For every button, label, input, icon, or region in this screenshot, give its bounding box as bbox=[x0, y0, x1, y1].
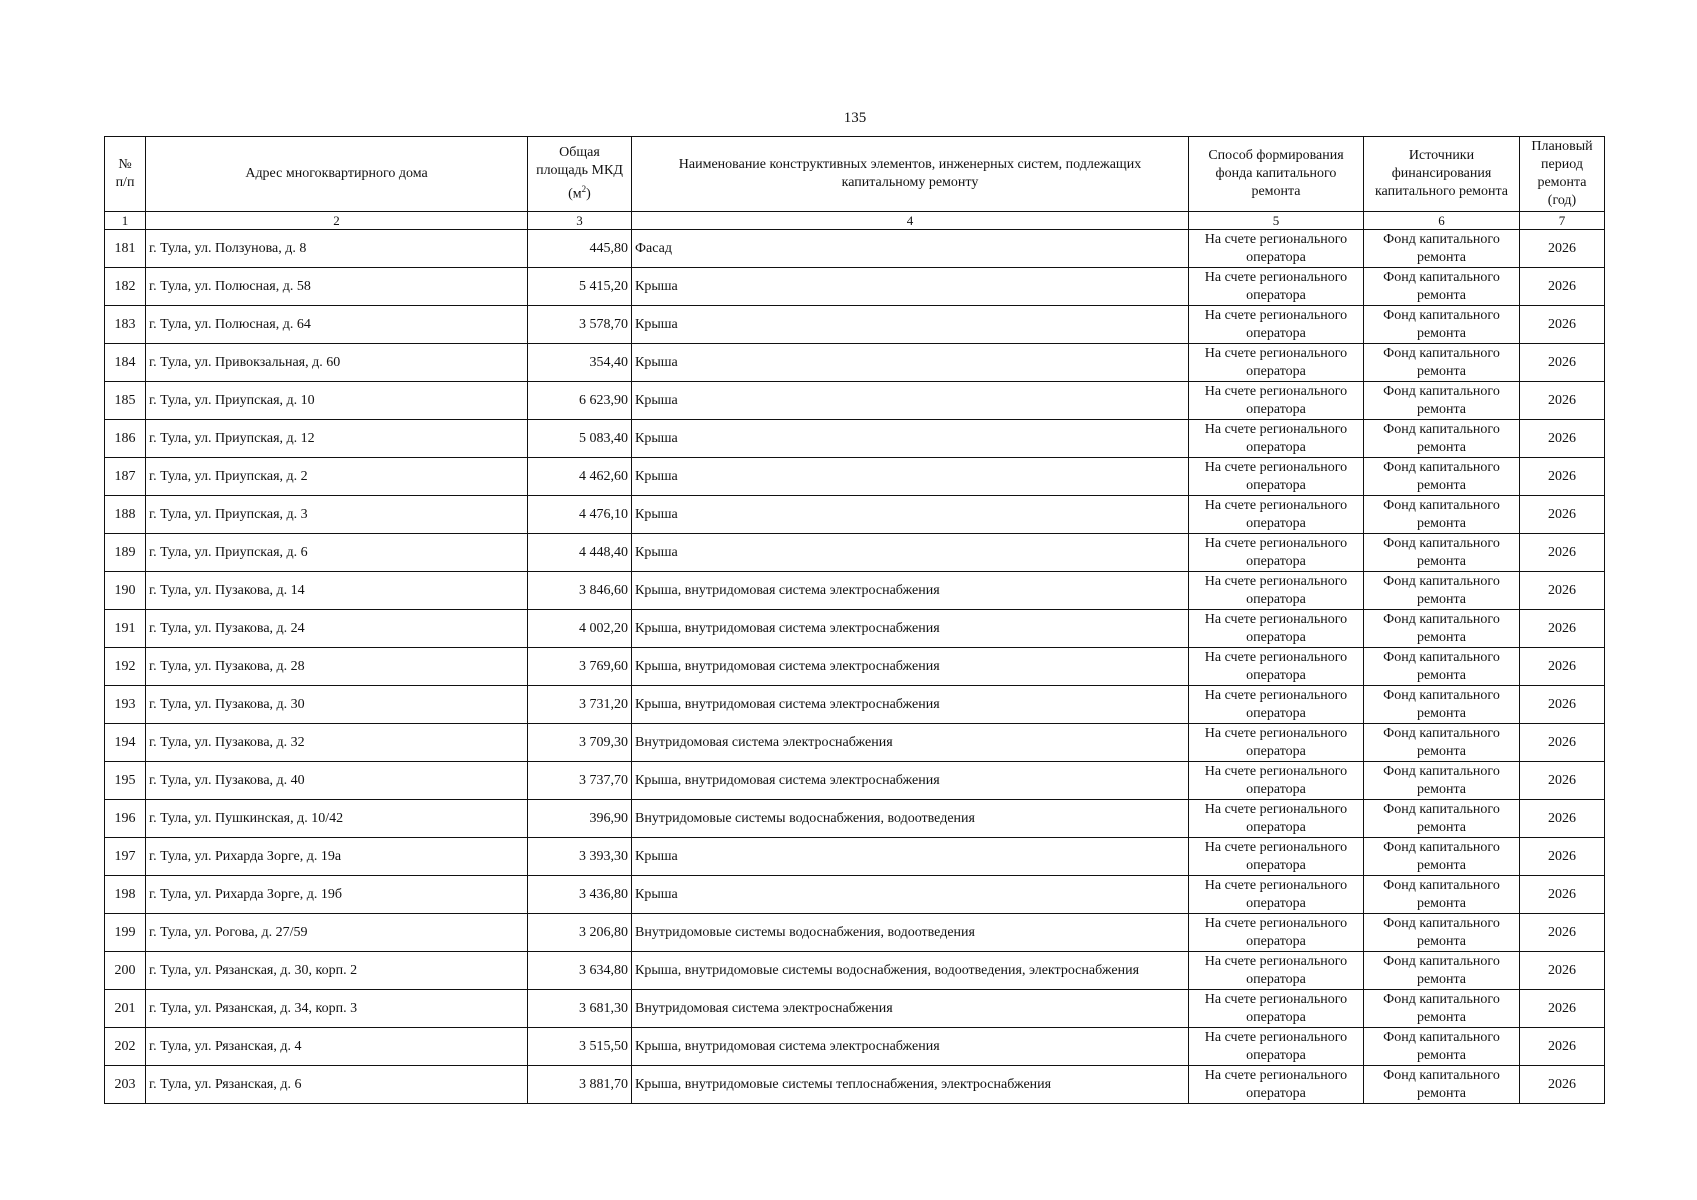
row-source: Фонд капитального ремонта bbox=[1364, 382, 1520, 420]
row-elements: Крыша bbox=[632, 344, 1189, 382]
row-address: г. Тула, ул. Рязанская, д. 6 bbox=[146, 1066, 528, 1104]
row-address: г. Тула, ул. Рязанская, д. 34, корп. 3 bbox=[146, 990, 528, 1028]
row-address: г. Тула, ул. Пузакова, д. 30 bbox=[146, 686, 528, 724]
row-source: Фонд капитального ремонта bbox=[1364, 230, 1520, 268]
row-source: Фонд капитального ремонта bbox=[1364, 420, 1520, 458]
row-address: г. Тула, ул. Пузакова, д. 28 bbox=[146, 648, 528, 686]
row-year: 2026 bbox=[1520, 648, 1605, 686]
row-area: 3 881,70 bbox=[528, 1066, 632, 1104]
row-area: 3 436,80 bbox=[528, 876, 632, 914]
row-area: 3 634,80 bbox=[528, 952, 632, 990]
row-method: На счете регионального оператора bbox=[1189, 762, 1364, 800]
row-year: 2026 bbox=[1520, 762, 1605, 800]
row-year: 2026 bbox=[1520, 1028, 1605, 1066]
row-number: 190 bbox=[105, 572, 146, 610]
row-method: На счете регионального оператора bbox=[1189, 534, 1364, 572]
row-elements: Крыша bbox=[632, 876, 1189, 914]
row-source: Фонд капитального ремонта bbox=[1364, 1028, 1520, 1066]
column-number: 5 bbox=[1189, 212, 1364, 230]
row-address: г. Тула, ул. Приупская, д. 12 bbox=[146, 420, 528, 458]
row-elements: Крыша bbox=[632, 306, 1189, 344]
column-number: 4 bbox=[632, 212, 1189, 230]
row-address: г. Тула, ул. Рихарда Зорге, д. 19а bbox=[146, 838, 528, 876]
row-year: 2026 bbox=[1520, 458, 1605, 496]
row-address: г. Тула, ул. Рихарда Зорге, д. 19б bbox=[146, 876, 528, 914]
row-year: 2026 bbox=[1520, 952, 1605, 990]
header-method: Способ формирования фонда капитального ремонта bbox=[1189, 137, 1364, 212]
row-year: 2026 bbox=[1520, 686, 1605, 724]
row-address: г. Тула, ул. Привокзальная, д. 60 bbox=[146, 344, 528, 382]
header-address: Адрес многоквартирного дома bbox=[146, 137, 528, 212]
row-source: Фонд капитального ремонта bbox=[1364, 344, 1520, 382]
row-elements: Крыша bbox=[632, 534, 1189, 572]
row-address: г. Тула, ул. Приупская, д. 3 bbox=[146, 496, 528, 534]
row-source: Фонд капитального ремонта bbox=[1364, 1066, 1520, 1104]
row-elements: Крыша, внутридомовые системы теплоснабжения, электроснабжения bbox=[632, 1066, 1189, 1104]
row-area: 3 769,60 bbox=[528, 648, 632, 686]
header-row bbox=[105, 137, 1605, 212]
row-elements: Крыша bbox=[632, 382, 1189, 420]
row-elements: Крыша, внутридомовые системы водоснабжения, водоотведения, электроснабжения bbox=[632, 952, 1189, 990]
table-row bbox=[105, 1066, 1605, 1104]
row-area: 4 462,60 bbox=[528, 458, 632, 496]
table-row bbox=[105, 876, 1605, 914]
table-row bbox=[105, 572, 1605, 610]
row-method: На счете регионального оператора bbox=[1189, 230, 1364, 268]
table-row bbox=[105, 762, 1605, 800]
row-number: 187 bbox=[105, 458, 146, 496]
column-number: 7 bbox=[1520, 212, 1605, 230]
row-source: Фонд капитального ремонта bbox=[1364, 838, 1520, 876]
row-address: г. Тула, ул. Ползунова, д. 8 bbox=[146, 230, 528, 268]
row-source: Фонд капитального ремонта bbox=[1364, 800, 1520, 838]
row-address: г. Тула, ул. Пузакова, д. 24 bbox=[146, 610, 528, 648]
row-method: На счете регионального оператора bbox=[1189, 344, 1364, 382]
row-year: 2026 bbox=[1520, 990, 1605, 1028]
row-number: 186 bbox=[105, 420, 146, 458]
row-elements: Крыша bbox=[632, 458, 1189, 496]
column-number: 3 bbox=[528, 212, 632, 230]
row-elements: Внутридомовые системы водоснабжения, водоотведения bbox=[632, 914, 1189, 952]
row-area: 396,90 bbox=[528, 800, 632, 838]
column-number: 2 bbox=[146, 212, 528, 230]
row-area: 4 448,40 bbox=[528, 534, 632, 572]
row-area: 3 681,30 bbox=[528, 990, 632, 1028]
row-elements: Внутридомовая система электроснабжения bbox=[632, 724, 1189, 762]
header-source: Источники финансирования капитального ремонта bbox=[1364, 137, 1520, 212]
row-source: Фонд капитального ремонта bbox=[1364, 990, 1520, 1028]
row-method: На счете регионального оператора bbox=[1189, 648, 1364, 686]
row-number: 198 bbox=[105, 876, 146, 914]
row-method: На счете регионального оператора bbox=[1189, 1066, 1364, 1104]
row-year: 2026 bbox=[1520, 914, 1605, 952]
row-method: На счете регионального оператора bbox=[1189, 876, 1364, 914]
table-row bbox=[105, 800, 1605, 838]
table-row bbox=[105, 420, 1605, 458]
row-method: На счете регионального оператора bbox=[1189, 572, 1364, 610]
row-source: Фонд капитального ремонта bbox=[1364, 762, 1520, 800]
row-number: 194 bbox=[105, 724, 146, 762]
row-number: 197 bbox=[105, 838, 146, 876]
row-source: Фонд капитального ремонта bbox=[1364, 496, 1520, 534]
table-row bbox=[105, 230, 1605, 268]
row-method: На счете регионального оператора bbox=[1189, 268, 1364, 306]
row-method: На счете регионального оператора bbox=[1189, 382, 1364, 420]
table-row bbox=[105, 610, 1605, 648]
row-year: 2026 bbox=[1520, 344, 1605, 382]
table-row bbox=[105, 648, 1605, 686]
page-number: 135 bbox=[843, 110, 867, 126]
table-row bbox=[105, 952, 1605, 990]
row-year: 2026 bbox=[1520, 534, 1605, 572]
row-number: 181 bbox=[105, 230, 146, 268]
table-row bbox=[105, 724, 1605, 762]
column-number: 6 bbox=[1364, 212, 1520, 230]
row-source: Фонд капитального ремонта bbox=[1364, 306, 1520, 344]
row-source: Фонд капитального ремонта bbox=[1364, 952, 1520, 990]
row-elements: Крыша bbox=[632, 420, 1189, 458]
row-number: 188 bbox=[105, 496, 146, 534]
row-source: Фонд капитального ремонта bbox=[1364, 610, 1520, 648]
row-year: 2026 bbox=[1520, 306, 1605, 344]
row-method: На счете регионального оператора bbox=[1189, 838, 1364, 876]
row-number: 201 bbox=[105, 990, 146, 1028]
row-year: 2026 bbox=[1520, 610, 1605, 648]
row-number: 184 bbox=[105, 344, 146, 382]
row-method: На счете регионального оператора bbox=[1189, 990, 1364, 1028]
row-year: 2026 bbox=[1520, 800, 1605, 838]
row-method: На счете регионального оператора bbox=[1189, 306, 1364, 344]
row-elements: Крыша bbox=[632, 496, 1189, 534]
row-area: 4 002,20 bbox=[528, 610, 632, 648]
row-method: На счете регионального оператора bbox=[1189, 724, 1364, 762]
row-source: Фонд капитального ремонта bbox=[1364, 534, 1520, 572]
row-area: 5 415,20 bbox=[528, 268, 632, 306]
row-year: 2026 bbox=[1520, 838, 1605, 876]
row-source: Фонд капитального ремонта bbox=[1364, 686, 1520, 724]
row-area: 3 737,70 bbox=[528, 762, 632, 800]
row-area: 3 515,50 bbox=[528, 1028, 632, 1066]
column-number: 1 bbox=[105, 212, 146, 230]
row-area: 445,80 bbox=[528, 230, 632, 268]
row-method: На счете регионального оператора bbox=[1189, 686, 1364, 724]
row-area: 6 623,90 bbox=[528, 382, 632, 420]
table-row bbox=[105, 1028, 1605, 1066]
row-method: На счете регионального оператора bbox=[1189, 800, 1364, 838]
table-row bbox=[105, 990, 1605, 1028]
row-number: 195 bbox=[105, 762, 146, 800]
column-number-row bbox=[105, 212, 1605, 230]
table-row bbox=[105, 914, 1605, 952]
header-period: Плановый период ремонта (год) bbox=[1520, 137, 1605, 212]
row-address: г. Тула, ул. Пушкинская, д. 10/42 bbox=[146, 800, 528, 838]
row-method: На счете регионального оператора bbox=[1189, 610, 1364, 648]
row-year: 2026 bbox=[1520, 724, 1605, 762]
row-year: 2026 bbox=[1520, 230, 1605, 268]
row-elements: Крыша, внутридомовая система электроснабжения bbox=[632, 610, 1189, 648]
row-area: 3 393,30 bbox=[528, 838, 632, 876]
row-number: 199 bbox=[105, 914, 146, 952]
row-method: На счете регионального оператора bbox=[1189, 458, 1364, 496]
row-elements: Крыша, внутридомовая система электроснабжения bbox=[632, 648, 1189, 686]
row-elements: Крыша bbox=[632, 838, 1189, 876]
row-elements: Внутридомовая система электроснабжения bbox=[632, 990, 1189, 1028]
row-source: Фонд капитального ремонта bbox=[1364, 876, 1520, 914]
row-address: г. Тула, ул. Рогова, д. 27/59 bbox=[146, 914, 528, 952]
row-year: 2026 bbox=[1520, 420, 1605, 458]
header-area: Общая площадь МКД $(м^2)$ bbox=[528, 137, 632, 212]
row-area: 3 709,30 bbox=[528, 724, 632, 762]
row-number: 202 bbox=[105, 1028, 146, 1066]
row-address: г. Тула, ул. Рязанская, д. 30, корп. 2 bbox=[146, 952, 528, 990]
row-address: г. Тула, ул. Пузакова, д. 40 bbox=[146, 762, 528, 800]
table-row bbox=[105, 534, 1605, 572]
row-year: 2026 bbox=[1520, 382, 1605, 420]
row-source: Фонд капитального ремонта bbox=[1364, 572, 1520, 610]
row-area: 3 206,80 bbox=[528, 914, 632, 952]
row-area: 3 846,60 bbox=[528, 572, 632, 610]
row-source: Фонд капитального ремонта bbox=[1364, 268, 1520, 306]
table-row bbox=[105, 344, 1605, 382]
row-address: г. Тула, ул. Приупская, д. 10 bbox=[146, 382, 528, 420]
row-address: г. Тула, ул. Приупская, д. 2 bbox=[146, 458, 528, 496]
row-source: Фонд капитального ремонта bbox=[1364, 458, 1520, 496]
row-number: 191 bbox=[105, 610, 146, 648]
table-row bbox=[105, 458, 1605, 496]
row-number: 185 bbox=[105, 382, 146, 420]
table-body bbox=[105, 230, 1605, 1104]
row-year: 2026 bbox=[1520, 496, 1605, 534]
row-number: 192 bbox=[105, 648, 146, 686]
row-elements: Крыша, внутридомовая система электроснабжения bbox=[632, 1028, 1189, 1066]
row-method: На счете регионального оператора bbox=[1189, 914, 1364, 952]
row-address: г. Тула, ул. Рязанская, д. 4 bbox=[146, 1028, 528, 1066]
row-number: 189 bbox=[105, 534, 146, 572]
table-row bbox=[105, 306, 1605, 344]
row-address: г. Тула, ул. Полюсная, д. 64 bbox=[146, 306, 528, 344]
table-row bbox=[105, 686, 1605, 724]
table-row bbox=[105, 838, 1605, 876]
row-source: Фонд капитального ремонта bbox=[1364, 914, 1520, 952]
row-year: 2026 bbox=[1520, 268, 1605, 306]
row-area: 3 578,70 bbox=[528, 306, 632, 344]
row-method: На счете регионального оператора bbox=[1189, 952, 1364, 990]
row-number: 183 bbox=[105, 306, 146, 344]
row-elements: Внутридомовые системы водоснабжения, водоотведения bbox=[632, 800, 1189, 838]
row-elements: Крыша bbox=[632, 268, 1189, 306]
row-number: 196 bbox=[105, 800, 146, 838]
row-elements: Фасад bbox=[632, 230, 1189, 268]
row-year: 2026 bbox=[1520, 876, 1605, 914]
row-method: На счете регионального оператора bbox=[1189, 420, 1364, 458]
row-source: Фонд капитального ремонта bbox=[1364, 724, 1520, 762]
row-area: 4 476,10 bbox=[528, 496, 632, 534]
row-area: 354,40 bbox=[528, 344, 632, 382]
row-number: 203 bbox=[105, 1066, 146, 1104]
row-year: 2026 bbox=[1520, 572, 1605, 610]
row-source: Фонд капитального ремонта bbox=[1364, 648, 1520, 686]
row-address: г. Тула, ул. Пузакова, д. 32 bbox=[146, 724, 528, 762]
table-row bbox=[105, 496, 1605, 534]
row-elements: Крыша, внутридомовая система электроснабжения bbox=[632, 686, 1189, 724]
row-number: 200 bbox=[105, 952, 146, 990]
row-method: На счете регионального оператора bbox=[1189, 496, 1364, 534]
header-elements: Наименование конструктивных элементов, инженерных систем, подлежащих капитальному ремонту bbox=[632, 137, 1189, 212]
table-row bbox=[105, 382, 1605, 420]
row-area: 5 083,40 bbox=[528, 420, 632, 458]
capital-repair-table bbox=[104, 136, 1605, 1104]
row-number: 193 bbox=[105, 686, 146, 724]
table-row bbox=[105, 268, 1605, 306]
row-elements: Крыша, внутридомовая система электроснабжения bbox=[632, 572, 1189, 610]
row-elements: Крыша, внутридомовая система электроснабжения bbox=[632, 762, 1189, 800]
row-area: 3 731,20 bbox=[528, 686, 632, 724]
row-method: На счете регионального оператора bbox=[1189, 1028, 1364, 1066]
row-address: г. Тула, ул. Приупская, д. 6 bbox=[146, 534, 528, 572]
row-number: 182 bbox=[105, 268, 146, 306]
row-year: 2026 bbox=[1520, 1066, 1605, 1104]
row-address: г. Тула, ул. Полюсная, д. 58 bbox=[146, 268, 528, 306]
header-num: № п/п bbox=[105, 137, 146, 212]
row-address: г. Тула, ул. Пузакова, д. 14 bbox=[146, 572, 528, 610]
